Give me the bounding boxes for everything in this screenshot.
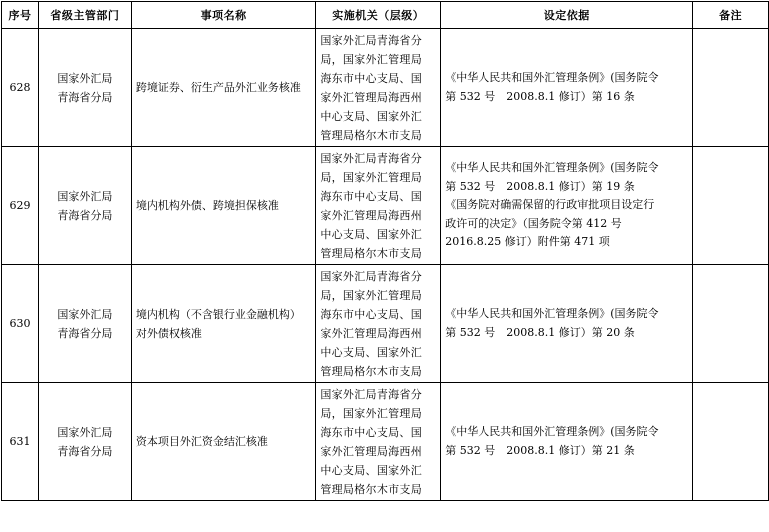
- item-text: 境内机构外债、跨境担保核准: [135, 199, 279, 212]
- row-org: [316, 383, 441, 501]
- org-line: 海东市中心支局、国: [320, 307, 423, 321]
- org-line: 家外汇管理局海西州: [320, 444, 423, 458]
- item-text: 境内机构（不含银行业金融机构）对外债权核准: [135, 307, 301, 340]
- row-basis: [441, 383, 693, 501]
- basis-line: 第 532 号 2008.8.1 修订）第 16 条: [445, 89, 635, 103]
- header-seq: 序号: [2, 2, 39, 29]
- row-org: [316, 29, 441, 147]
- basis-line: 第 532 号 2008.8.1 修订）第 21 条: [445, 443, 635, 457]
- table-row: [2, 29, 769, 147]
- row-item: [131, 29, 315, 147]
- basis-line: 《国务院对确需保留的行政审批项目设定行: [445, 198, 655, 212]
- org-line: 中心支局、国家外汇: [320, 227, 423, 241]
- org-line: 中心支局、国家外汇: [320, 109, 423, 123]
- item-text: 资本项目外汇资金结汇核准: [135, 435, 268, 448]
- row-org: [316, 265, 441, 383]
- org-line: 国家外汇局青海省分: [320, 151, 423, 165]
- dept-line: 国家外汇局: [57, 71, 113, 85]
- dept-line: 国家外汇局: [57, 189, 113, 203]
- row-item: [131, 265, 315, 383]
- row-dept: [38, 29, 131, 147]
- basis-line: 《中华人民共和国外汇管理条例》(国务院令: [445, 307, 659, 320]
- basis-line: 第 532 号 2008.8.1 修订）第 19 条: [445, 179, 635, 193]
- dept-line: 国家外汇局: [57, 307, 113, 321]
- org-line: 海东市中心支局、国: [320, 189, 423, 203]
- row-basis: [441, 265, 693, 383]
- org-line: 国家外汇局青海省分: [320, 269, 423, 283]
- header-org: 实施机关（层级）: [316, 2, 441, 29]
- basis-line: 政许可的决定》（国务院令第 412 号: [445, 216, 622, 230]
- row-seq: 629: [2, 147, 39, 265]
- org-line: 中心支局、国家外汇: [320, 463, 423, 477]
- dept-line: 青海省分局: [57, 90, 113, 104]
- org-line: 海东市中心支局、国: [320, 425, 423, 439]
- row-dept: [38, 147, 131, 265]
- item-text: 跨境证券、衍生产品外汇业务核准: [135, 81, 301, 94]
- org-line: 管理局格尔木市支局: [320, 246, 423, 260]
- row-org: [316, 147, 441, 265]
- org-line: 国家外汇局青海省分: [320, 33, 423, 47]
- table-row: [2, 147, 769, 265]
- dept-line: 青海省分局: [57, 326, 113, 340]
- row-note: [693, 29, 769, 147]
- approval-items-table: [1, 1, 769, 501]
- basis-line: 《中华人民共和国外汇管理条例》(国务院令: [445, 71, 659, 84]
- header-basis: 设定依据: [441, 2, 693, 29]
- org-line: 局，国家外汇管理局: [320, 288, 423, 302]
- org-line: 局，国家外汇管理局: [320, 170, 423, 184]
- row-seq: 630: [2, 265, 39, 383]
- header-dept: 省级主管部门: [38, 2, 131, 29]
- row-basis: [441, 147, 693, 265]
- row-note: [693, 383, 769, 501]
- org-line: 家外汇管理局海西州: [320, 208, 423, 222]
- org-line: 管理局格尔木市支局: [320, 482, 423, 496]
- org-line: 中心支局、国家外汇: [320, 345, 423, 359]
- row-dept: [38, 383, 131, 501]
- row-note: [693, 147, 769, 265]
- row-seq: 631: [2, 383, 39, 501]
- table-row: [2, 383, 769, 501]
- row-basis: [441, 29, 693, 147]
- row-dept: [38, 265, 131, 383]
- row-item: [131, 147, 315, 265]
- table-row: [2, 265, 769, 383]
- row-item: [131, 383, 315, 501]
- org-line: 家外汇管理局海西州: [320, 90, 423, 104]
- basis-line: 《中华人民共和国外汇管理条例》(国务院令: [445, 425, 659, 438]
- row-note: [693, 265, 769, 383]
- basis-line: 2016.8.25 修订）附件第 471 项: [445, 235, 610, 249]
- header-note: 备注: [693, 2, 769, 29]
- basis-line: 《中华人民共和国外汇管理条例》(国务院令: [445, 161, 659, 175]
- dept-line: 青海省分局: [57, 444, 113, 458]
- org-line: 局，国家外汇管理局: [320, 406, 423, 420]
- header-item: 事项名称: [131, 2, 315, 29]
- org-line: 管理局格尔木市支局: [320, 364, 423, 378]
- basis-line: 第 532 号 2008.8.1 修订）第 20 条: [445, 325, 635, 339]
- org-line: 国家外汇局青海省分: [320, 387, 423, 401]
- org-line: 局，国家外汇管理局: [320, 52, 423, 66]
- dept-line: 青海省分局: [57, 208, 113, 222]
- org-line: 家外汇管理局海西州: [320, 326, 423, 340]
- org-line: 海东市中心支局、国: [320, 71, 423, 85]
- row-seq: 628: [2, 29, 39, 147]
- table-header-row: [2, 2, 769, 29]
- org-line: 管理局格尔木市支局: [320, 128, 423, 142]
- dept-line: 国家外汇局: [57, 425, 113, 439]
